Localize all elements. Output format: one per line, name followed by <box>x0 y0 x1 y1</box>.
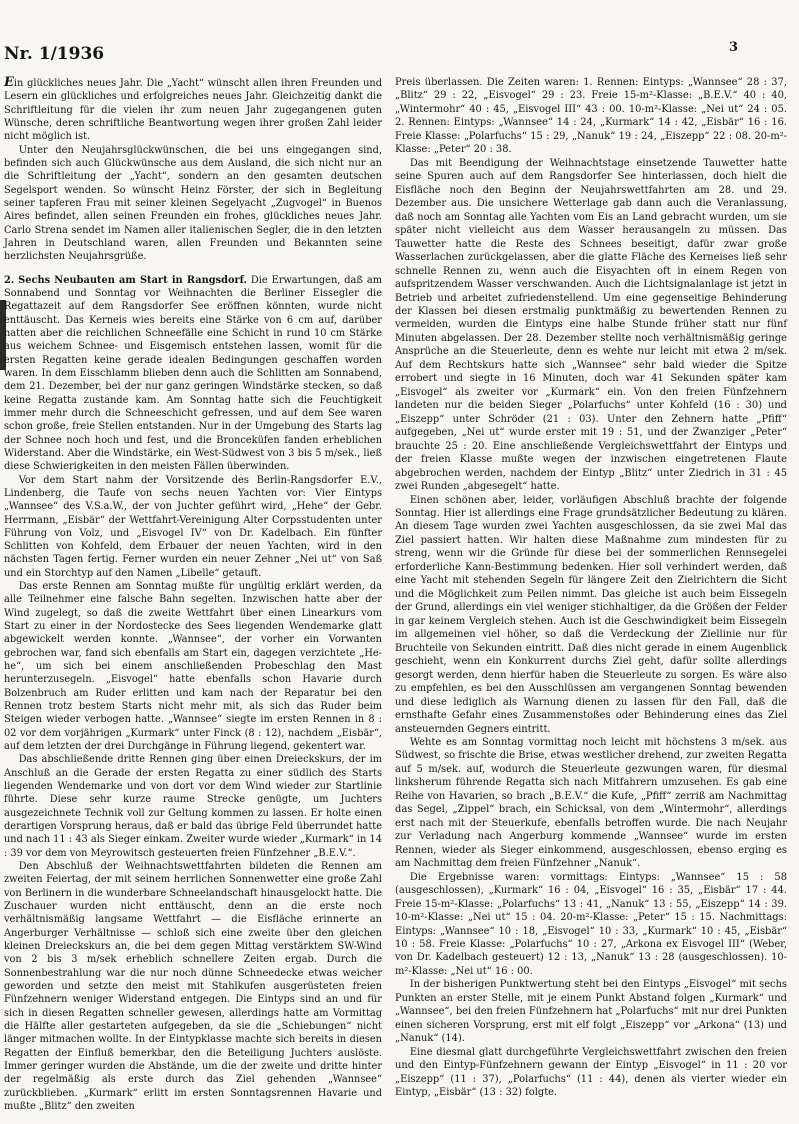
right-column <box>395 76 787 1100</box>
paragraph-comparison-race: Eine diesmal glatt durchgeführte Vergleichswettfahrt zwischen den freien und den Eintyp-Fünfzehnern gewann der Eintyp „Eisvogel“ in 11 : 20 vor „Eiszepp“ (11 : 37), „Polarfuchs“ (11 : 44), denen als vierter wieder ein Eintyp, „Eisbär“ (13 : 32) folgte. <box>395 1046 787 1099</box>
paragraph-points: In der bisherigen Punktwertung steht bei den Eintyps „Eisvogel“ mit sechs Punkten an erster Stelle, mit je einem Punkt Abstand folgen „Kurmark“ und „Wannsee“, bei den freien Fünfzehnern hat „Polarfuchs“ mit nur drei Punkten einen sicheren Vorsprung, erst mit elf folgt „Eiszepp“ vor „Arkona“ (13) und „Nanuk“ (14). <box>395 979 787 1045</box>
paragraph-new-year <box>4 76 382 144</box>
paragraph-christmas-races: Den Abschluß der Weihnachtswettfahrten bildeten die Rennen am zweiten Feiertag, der mit seinem herrlichen Sonnenwetter eine große Zahl von Berlinern in die wunderbare Schneelandschaft hinausgelockt hatte. Die Zuschauer wurden nicht enttäuscht, denn an die erste noch verhältnismäßig langsame Wettfahrt — die Eisfläche erinnerte an Angerburger Verhältnisse — schloß sich eine zweite über den gleichen kleinen Dreieckskurs an, die bei dem gegen Mittag verstärktem SW-Wind von 2 bis 3 m/sek erheblich schnellere Zeiten ergab. Durch die Sonnenbestrahlung war die nur noch dünne Schneedecke etwas weicher geworden und setzte den meist mit Stahlkufen ausgerüsteten freien Fünfzehnern weniger Widerstand entgegen. Die Eintyps sind an und für sich in diesen Regatten schneller gewesen, allerdings hatte am Vormittag die Hälfte aller gestarteten aufgegeben, da sie die „Schiebungen“ nicht länger mitmachen wollte. In der Eintypklasse machte sich bereits in diesen Regatten der Einfluß bemerkbar, den die Beteiligung Juchters auslöste. Immer geringer wurden die Abstände, um die der zweite und dritte hinter der regelmäßig als erste durch das Ziel gehenden „Wannsee“ zurückblieben. „Kurmark“ erlitt im ersten Sonntagsrennen Havarie und mußte „Blitz“ den zweiten <box>4 861 383 1112</box>
section-number: 2. <box>4 274 15 286</box>
page-number: 3 <box>729 40 739 55</box>
paragraph-text: Die Erwartungen, daß am Sonnabend und Sonntag vor Weihnachten die Berliner Eissegler die Regattazeit auf dem Rangsdorfer See eröffnen könnten, wurde nicht enttäuscht. Das Kerneis wies bereits eine Stärke von 6 cm auf, darüber hatten aber die reichlichen Schneefälle eine Schicht in rund 10 cm Stärke aus weichem Schnee- und Eisgemisch entstehen lassen, womit für die ersten Regatten keine gerade idealen Bedingungen geschaffen worden waren. In dem Eisschlamm blieben denn auch die Schlitten am Sonnabend, dem 21. Dezember, bei der nur ganz geringen Windstärke stecken, so daß keine Regatta zustande kam. Am Sonntag hatte sich die Feuchtigkeit immer mehr durch die Schneeschicht gefressen, und auf dem See waren schon große, freie Stellen entstanden. Nur in der Umgebung des Starts lag der Schnee noch hoch und fest, und die Bronceküfen fanden erheblichen Widerstand. Aber die Windstärke, ein West-Südwest von 3 bis 5 m/sek., ließ diese Schwierigkeiten in den meisten Fällen überwinden. <box>4 274 382 473</box>
paragraph-christening: Vor dem Start nahm der Vorsitzende des Berlin-Rangsdorfer E.V., Lindenberg, die Taufe von sechs neuen Yachten vor: Vier Eintyps „Wannsee“ des V.S.a.W., der von Juchter geführt wird, „Hehe“ der Gebr. Herrmann, „Eisbär“ der Wettfahrt-Vereinigung Alter Corpsstudenten unter Führung von Volz, und „Eisvogel IV“ von Dr. Kadelbach. Ein fünfter Schlitten von Kohfeld, dem Erbauer der neuen Yachten, wird in den nächsten Tagen fertig. Ferner wurden ein neuer Zehner „Nei ut“ von Saß und ein Storchtyp auf den Namen „Libelle“ getauft. <box>4 474 382 579</box>
paragraph-disqualification: Einen schönen aber, leider, vorläufigen Abschluß brachte der folgende Sonntag. Hier ist allerdings eine Frage grundsätzlicher Bedeutung zu klären. An diesem Tage wurden zwei Yachten ausgeschlossen, da sie zwei Mal das Ziel passiert hatten. Wir halten diese Maßnahme zum mindesten für zu streng, wenn wir die Gründe für diese bei der sommerlichen Rennsegelei erforderliche Kann-Bestimmung bedenken. Hier soll verhindert werden, daß eine Yacht mit stehenden Segeln für längere Zeit den Zielrichtern die Sicht und die Möglichkeit zum Peilen nimmt. Das gleiche ist auch beim Eissegeln der Grund, allerdings ein viel weniger stichhaltiger, da die Größen der Felder in gar keinem Vergleich stehen. Auch ist die Geschwindigkeit beim Eissegeln im allgemeinen viel höher, so daß die Verdeckung der Ziellinie nur für Bruchteile von Sekunden eintritt. Daß dies nicht gerade in einem Augenblick geschieht, wenn ein Konkurrent durchs Ziel geht, dafür sollte allerdings gesorgt werden, denn hierfür haben die Steuerleute zu sorgen. Es wäre also zu empfehlen, es bei den Ausschlüssen am vergangenen Sonntag bewenden und diese lediglich als Warnung dienen zu lassen für den Fall, daß die ernsthafte Gefahr eines Zusammenstoßes oder Behinderung eines das Ziel ansteuernden Gegners eintritt. <box>395 494 787 735</box>
left-column <box>4 76 382 1113</box>
paragraph-thaw: Das mit Beendigung der Weihnachtstage einsetzende Tauwetter hatte seine Spuren auch auf dem Rangsdorfer See hinterlassen, doch hielt die Eisfläche noch den Beginn der Neujahrswettfahrten am 28. und 29. Dezember aus. Die unsichere Wetterlage gab dann auch die Veranlassung, daß noch am Sonntag alle Yachten vom Eis an Land gebracht wurden, um sie später nicht vielleicht aus dem Wasser herausangeln zu müssen. Das Tauwetter hatte die Reste des Schnees beseitigt, dafür zwar große Wasserlachen zurückgelassen, aber die glatte Fläche des Kerneises ließ sehr schnelle Rennen zu, wenn auch die Eisyachten oft in einem Regen von aufspritzendem Wasser verschwanden. Auch die Lichtsignalanlage ist jetzt in Betrieb und arbeitet zufriedenstellend. Um eine gegenseitige Behinderung der Klassen bei diesen erstmalig punktmäßig zu bewertenden Rennen zu vermeiden, wurden die Eintyps eine halbe Stunde früher statt nur fünf Minuten abgelassen. Der 28. Dezember stellte noch verhältnismäßig geringe Ansprüche an die Steuerleute, denn es wehte nur leicht mit etwa 2 m/sek. Auf dem Rechtskurs hatte sich „Wannsee“ sehr bald wieder die Spitze errobert und siegte in 16 Minuten, doch war 41 Sekunden später kam „Eisvogel“ als zweiter vor „Kurmark“ ein. Von den freien Fünfzehnern landeten nur die beiden Sieger „Polarfuchs“ unter Kohfeld (16 : 30) und „Eiszepp“ unter Schröder (21 : 03). Unter den Zehnern hatte „Pfiff“ aufgegeben, „Nei ut“ wurde erster mit 19 : 51, und der Zwanziger „Peter“ brauchte 25 : 20. Eine anschließende Vergleichswettfahrt der Eintyps und der freien Klasse mußte wegen der inzwischen eingetretenen Flaute abgebrochen werden, nachdem der Eintyp „Blitz“ unter Ziedrich in 31 : 45 zwei Runden „abgesegelt“ hatte. <box>395 157 787 493</box>
paragraph-results: Die Ergebnisse waren: vormittags: Eintyps: „Wannsee“ 15 : 58 (ausgeschlossen), „Kurmark“ 16 : 04, „Eisvogel“ 16 : 35, „Eisbär“ 17 : 44. Freie 15-m²-Klasse: „Polarfuchs“ 13 : 41, „Nanuk“ 13 : 55, „Eiszepp“ 14 : 39. 10-m²-Klasse: „Nei ut“ 15 : 04. 20-m²-Klasse: „Peter“ 15 : 15. Nachmittags: Eintyps: „Wannsee“ 10 : 18, „Eisvogel“ 10 : 33, „Kurmark“ 10 : 45, „Eisbär“ 10 : 58. Freie Klasse: „Polarfuchs“ 10 : 27, „Arkona ex Eisvogel III“ (Weber, von Dr. Kadelbach gesteuert) 12 : 13, „Nanuk“ 13 : 28 (ausgeschlossen). 10-m²-Klasse: „Nei ut“ 16 : 00. <box>395 871 787 977</box>
issue-number: Nr. 1/1936 <box>4 44 105 64</box>
paragraph-times: Preis überlassen. Die Zeiten waren: 1. Rennen: Eintyps: „Wannsee“ 28 : 37, „Blitz“ 29 : 22, „Eisvogel“ 29 : 23. Freie 15-m²-Klasse: „B.E.V.“ 40 : 40, „Wintermohr“ 40 : 45, „Eisvogel III“ 43 : 00. 10-m²-Klasse: „Nei ut“ 24 : 05. 2. Rennen: Eintyps: „Wannsee“ 14 : 24, „Kurmark“ 14 : 42, „Eisbär“ 16 : 16. Freie Klasse: „Polarfuchs“ 15 : 29, „Nanuk“ 19 : 24, „Eiszepp“ 22 : 08. 20-m²-Klasse: „Peter“ 20 : 38. <box>395 77 787 156</box>
section-six-new-yachts <box>4 274 382 474</box>
initial-letter: E <box>4 75 14 90</box>
paragraph-greetings: Unter den Neujahrsglückwünschen, die bei uns eingegangen sind, befinden sich auch Glückwünsche aus dem Ausland, die sich nicht nur an die Schriftleitung der „Yacht“, sondern an den gesamten deutschen Segelsport wenden. So wünscht Heinz Förster, der sich in Begleitung seiner tapferen Frau mit seiner kleinen Segelyacht „Zugvogel“ in Buenos Aires befindet, allen seinen Freunden ein frohes, glückliches neues Jahr. Carlo Strena sendet im Namen aller italienischen Segler, die in den letzten Jahren in Deutschland waren, allen Freunden und Bekannten seine herzlichsten Neujahrsgrüße. <box>4 144 382 263</box>
section-heading: Sechs Neubauten am Start in Rangsdorf. <box>18 274 247 286</box>
paragraph-sunday-wind: Wehte es am Sonntag vormittag noch leicht mit höchstens 3 m/sek. aus Südwest, so frischte die Brise, etwas westlicher drehend, zur zweiten Regatta auf 5 m/sek. auf, wodurch die Steuerleute gezwungen waren, für diesmal linksherum führende Regatta sich nach Mitfahrern umzusehen. Es gab eine Reihe von Havarien, so brach „B.E.V.“ die Kufe, „Pfiff“ zerriß am Nachmittag das Segel, „Zippel“ brach, ein Schicksal, von dem „Wintermohr“, allerdings erst nach mit der Steuerkufe, ebenfalls betroffen wurde. Die nach Neujahr zur Verladung nach Angerburg kommende „Wannsee“ wurde im ersten Rennen, wieder als Sieger einkommend, ausgeschlossen, ebenso erging es am Nachmittag dem freien Fünfzehner „Nanuk“. <box>395 736 787 870</box>
paragraph-first-race: Das erste Rennen am Sonntag mußte für ungültig erklärt werden, da alle Teilnehmer eine falsche Bahn segelten. Inzwischen hatte aber der Wind zugelegt, so daß die zweite Wettfahrt über einen Linearkurs vom Start zu einer in der Nordostecke des Sees liegenden Wendemarke glatt abgewickelt werden konnte. „Wannsee“, der vorher ein Vorwanten gebrochen war, fand sich ebenfalls am Start ein, dagegen verzichtete „He-he“, um sich bei einem anschließenden Probeschlag den Mast herunterzusegeln. „Eisvogel“ hatte ebenfalls schon Havarie durch Bolzenbruch am Ruder erlitten und kam nach der Reparatur bei den Rennen trotz bestem Starts nicht mehr mit, als sich das Ruder beim Steigen wieder verbogen hatte. „Wannsee“ siegte im ersten Rennen in 8 : 02 vor dem vorjährigen „Kurmark“ unter Finck (8 : 12), nachdem „Eisbär“, auf dem letzten der drei Durchgänge in Führung liegend, gekentert war. <box>4 581 382 753</box>
paragraph-text: in glückliches neues Jahr. Die „Yacht“ wünscht allen ihren Freunden und Lesern ein glückliches und erfolgreiches neues Jahr. Gleichzeitig dankt die Schriftleitung für die vielen ihr zum neuen Jahr zugegangenen guten Wünsche, deren schriftliche Beantwortung wegen ihrer großen Zahl leider nicht möglich ist. <box>4 78 382 143</box>
paragraph-third-race: Das abschließende dritte Rennen ging über einen Dreieckskurs, der im Anschluß an die Gerade der ersten Regatta zu einer südlich des Starts liegenden Wendemarke und von dort vor dem Wind wieder zur Startlinie führte. Diese sehr kurze raume Strecke genügte, um Juchters ausgezeichnete Technik voll zur Geltung kommen zu lassen. Er holte einen derartigen Vorsprung heraus, daß er bald das übrige Feld überrundet hatte und nach 11 : 43 als Sieger einkam. Zweiter wurde wieder „Kurmark“ in 14 : 39 vor dem von Meyrowitsch gesteuerten freien Fünfzehner „B.E.V.“. <box>4 754 382 859</box>
